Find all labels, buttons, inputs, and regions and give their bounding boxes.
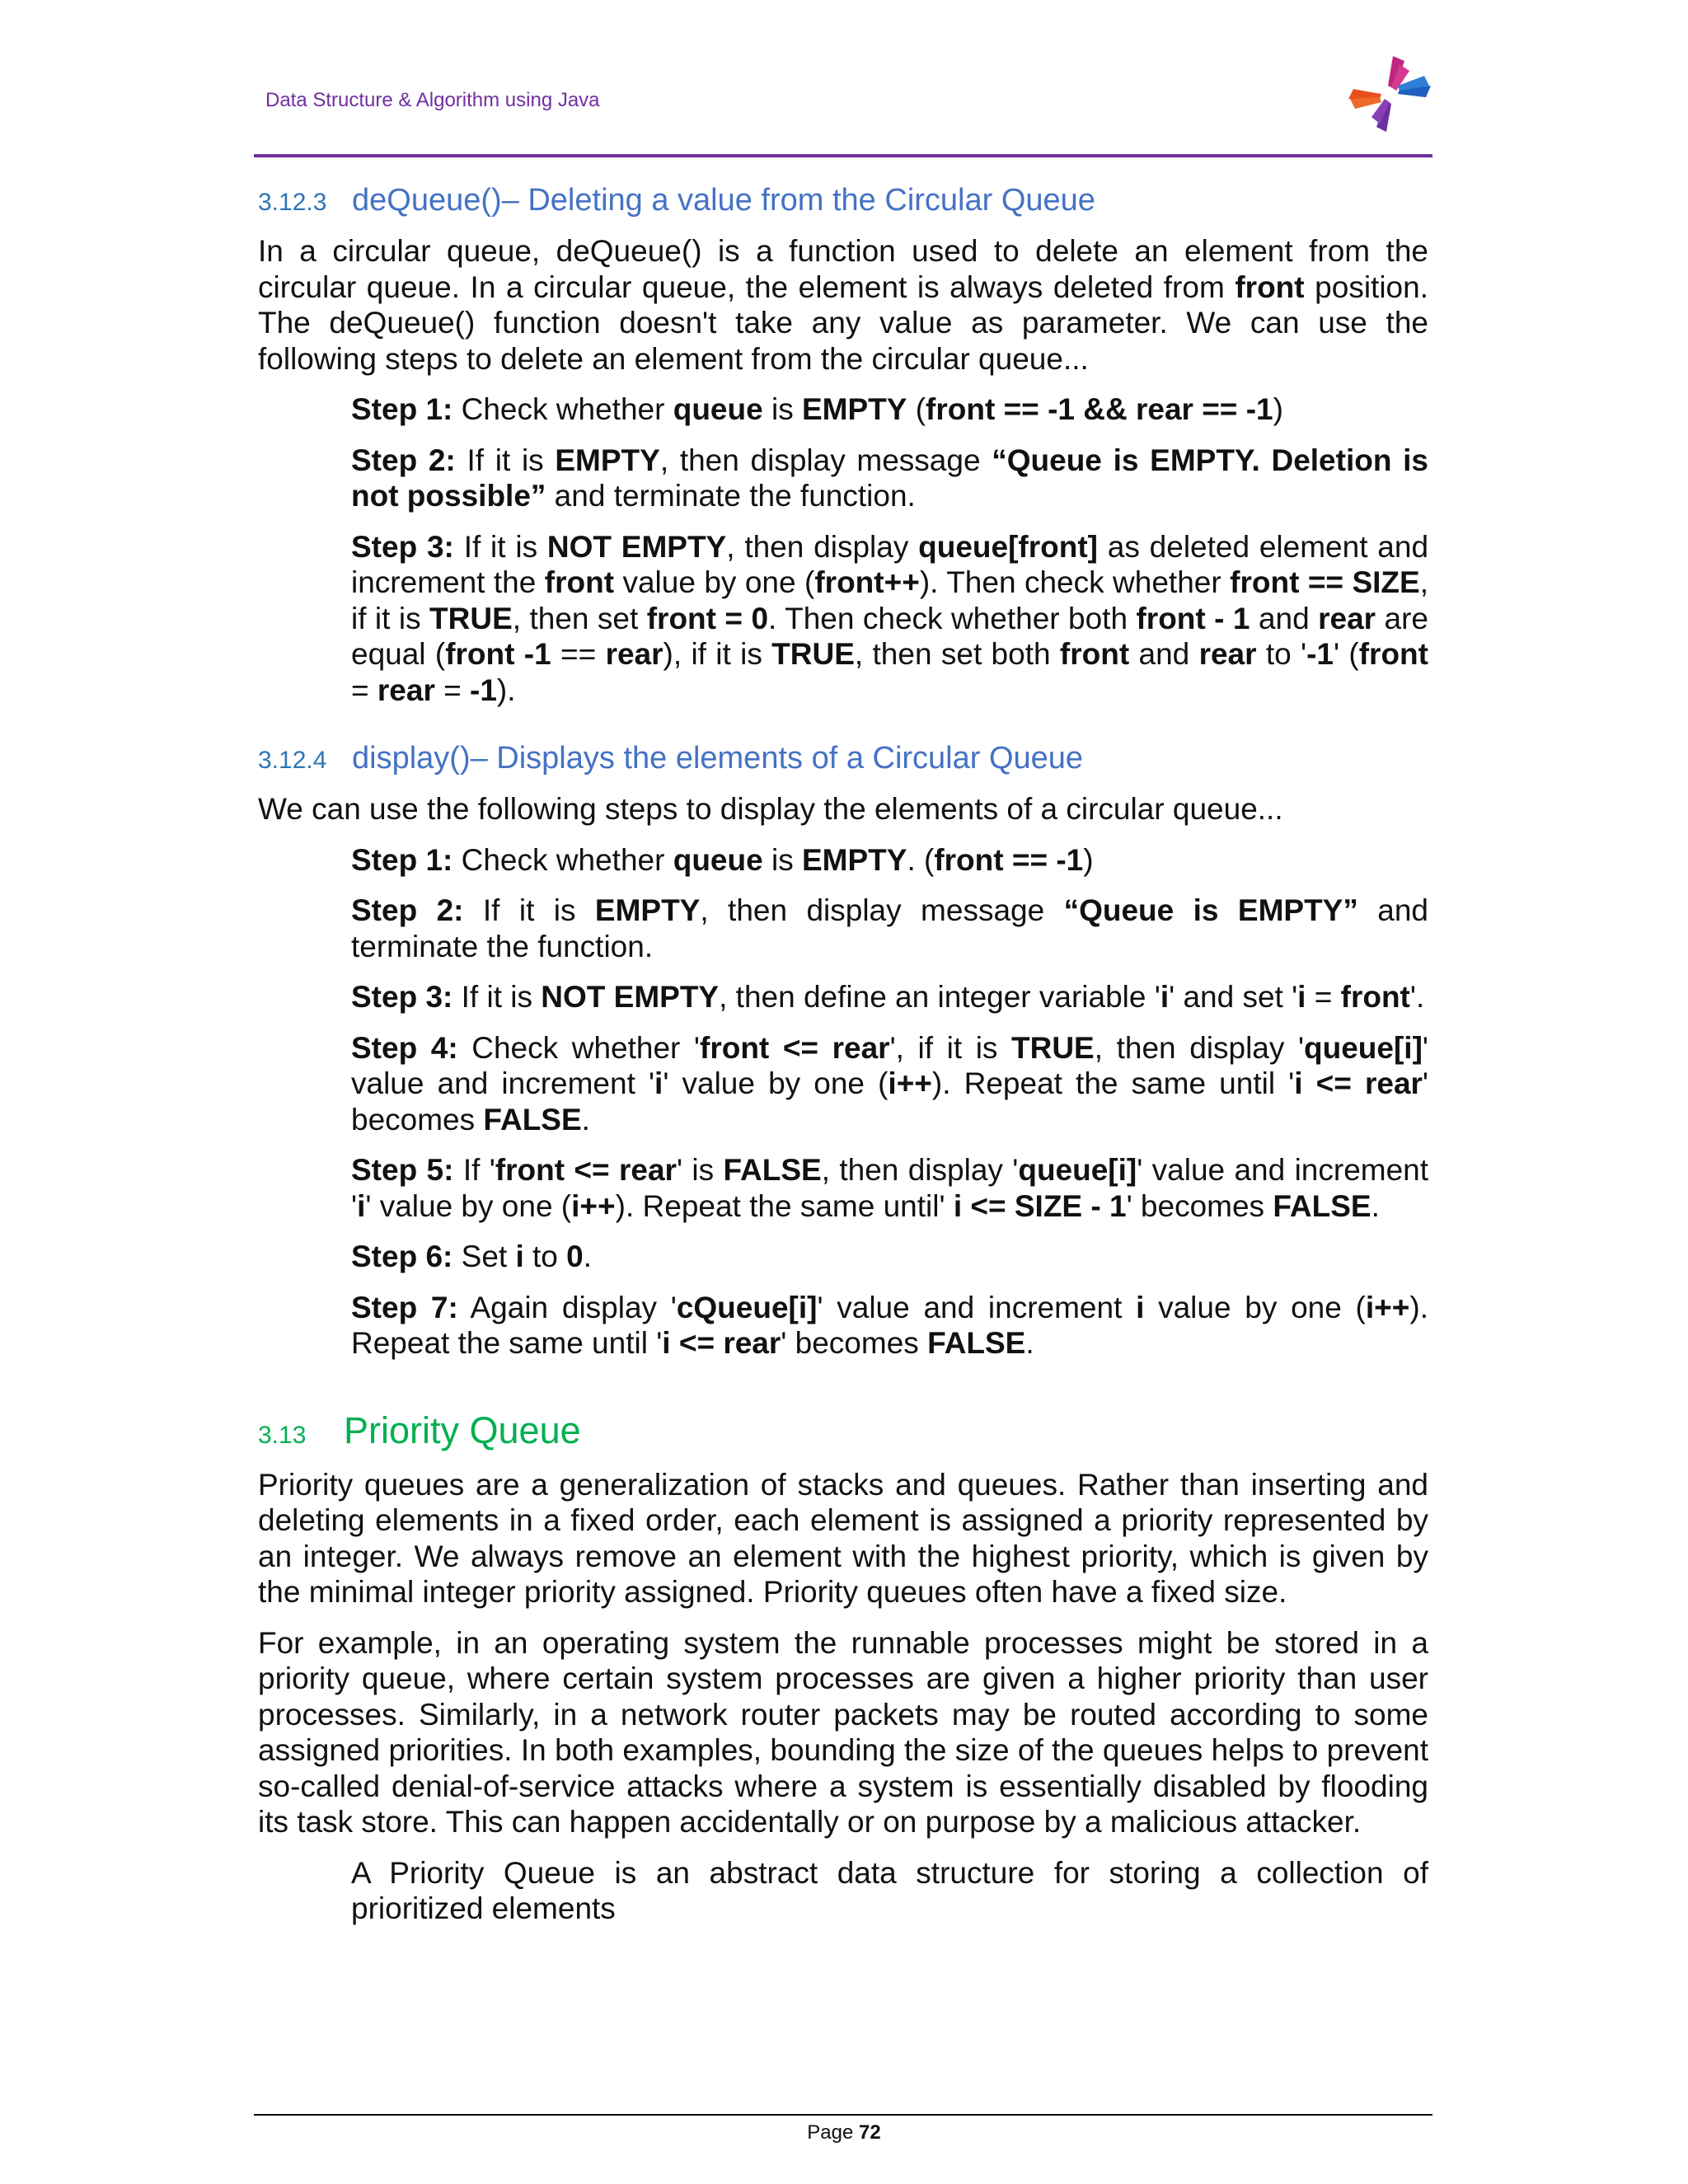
page-content <box>258 183 1428 1942</box>
header-title: Data Structure & Algorithm using Java <box>265 89 600 111</box>
section-heading-dequeue <box>258 183 1428 218</box>
footer-rule <box>254 2114 1432 2116</box>
display-step-3: Step 3: If it is NOT EMPTY, then define an integer variable 'i' and set 'i = front'. <box>351 980 1425 1014</box>
section-number: 3.12.3 <box>258 189 327 216</box>
section-number: 3.13 <box>258 1421 307 1449</box>
dequeue-step-3: Step 3: If it is NOT EMPTY, then display queue[front] as deleted element and increment the front value by one (front++). Then check whether front == SIZE, if it is TRUE, then set front = 0. Then check whether both front - 1 and rear are equal (front -1 == rear), if it is TRUE, then set both front and rear to '-1' (front = rear = -1). <box>351 529 1429 707</box>
header-rule <box>254 154 1432 157</box>
section-title: display()– Displays the elements of a Circular Queue <box>352 741 1084 776</box>
page-label: Page <box>807 2121 854 2144</box>
page-footer <box>0 2121 1688 2144</box>
priority-paragraph-3: A Priority Queue is an abstract data structure for storing a collection of prioritized elements <box>351 1855 1428 1925</box>
display-step-5: Step 5: If 'front <= rear' is FALSE, then display 'queue[i]' value and increment 'i' value by one (i++). Repeat the same until' i <= SIZE - 1' becomes FALSE. <box>351 1153 1429 1223</box>
display-intro-paragraph: We can use the following steps to display the elements of a circular queue... <box>258 792 1283 826</box>
section-title: Priority Queue <box>344 1408 581 1451</box>
section-heading-priority-queue <box>258 1409 1428 1452</box>
display-step-1: Step 1: Check whether queue is EMPTY. (front == -1) <box>351 842 1094 877</box>
section-heading-display <box>258 741 1428 776</box>
dequeue-intro-paragraph: In a circular queue, deQueue() is a function used to delete an element from the circular queue. In a circular queue, the element is always deleted from front position. The deQueue() function doesn't take any value as parameter. We can use the following steps to delete an element from the circular queue... <box>258 234 1428 376</box>
section-title: deQueue()– Deleting a value from the Circular Queue <box>352 183 1095 218</box>
priority-paragraph-1: Priority queues are a generalization of stacks and queues. Rather than inserting and deleting elements in a fixed order, each element is assigned a priority represented by an integer. We always remove an element with the highest priority, which is given by the minimal integer priority assigned. Priority queues often have a fixed size. <box>258 1467 1428 1609</box>
display-step-7: Step 7: Again display 'cQueue[i]' value and increment i value by one (i++). Repeat the same until 'i <= rear' becomes FALSE. <box>351 1290 1428 1360</box>
section-number: 3.12.4 <box>258 747 327 774</box>
dequeue-step-1: Step 1: Check whether queue is EMPTY (front == -1 && rear == -1) <box>351 392 1283 426</box>
display-step-2: Step 2: If it is EMPTY, then display message “Queue is EMPTY” and terminate the function. <box>351 893 1428 963</box>
display-step-6: Step 6: Set i to 0. <box>351 1240 593 1273</box>
page-number: 72 <box>859 2121 881 2144</box>
display-step-4: Step 4: Check whether 'front <= rear', if it is TRUE, then display 'queue[i]' value and increment 'i' value by one (i++). Repeat the same until 'i <= rear' becomes FALSE. <box>351 1030 1428 1137</box>
priority-paragraph-2: For example, in an operating system the runnable processes might be stored in a priority queue, where certain system processes are given a higher priority than user processes. Similarly, in a network router packets may be routed according to some assigned priorities. In both examples, bounding the size of the queues helps to prevent so-called denial-of-service attacks where a system is essentially disabled by flooding its task store. This can happen accidentally or on purpose by a malicious attacker. <box>258 1625 1428 1839</box>
publisher-logo <box>1345 53 1436 135</box>
dequeue-step-2: Step 2: If it is EMPTY, then display message “Queue is EMPTY. Deletion is not possible” and terminate the function. <box>351 443 1428 513</box>
